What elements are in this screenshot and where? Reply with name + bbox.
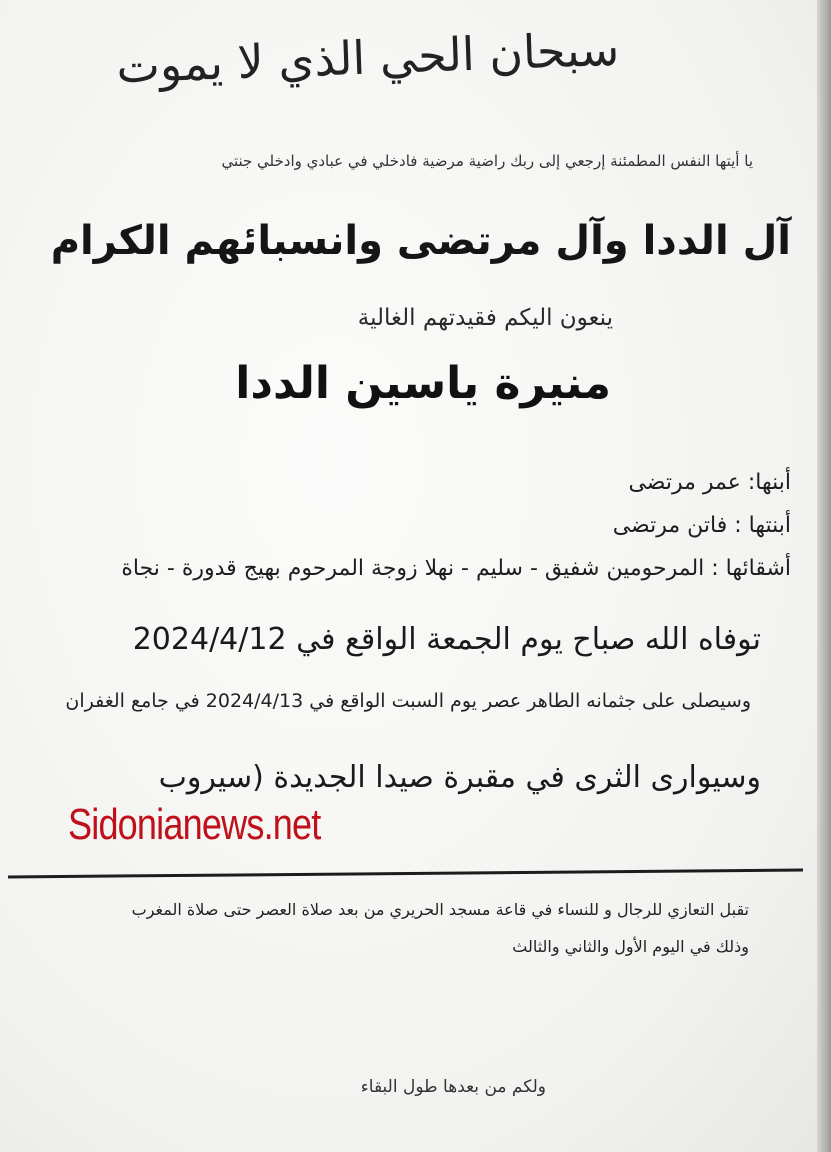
condolences-line-2: وذلك في اليوم الأول والثاني والثالث bbox=[512, 937, 749, 956]
burial-line: وسيوارى الثرى في مقبرة صيدا الجديدة (سيروب bbox=[158, 760, 761, 795]
closing-line: ولكم من بعدها طول البقاء bbox=[360, 1077, 546, 1097]
son-line: أبنها: عمر مرتضى bbox=[628, 470, 791, 495]
mourn-line: ينعون اليكم فقيدتهم الغالية bbox=[357, 305, 613, 331]
calligraphy-heading: سبحان الحي الذي لا يموت bbox=[115, 21, 620, 94]
death-date-line: توفاه الله صباح يوم الجمعة الواقع في 2024/4/12 bbox=[132, 622, 761, 657]
funeral-prayer-line: وسيصلى على جثمانه الطاهر عصر يوم السبت الواقع في 2024/4/13 في جامع الغفران bbox=[65, 690, 751, 712]
siblings-line: أشقائها : المرحومين شفيق - سليم - نهلا زوجة المرحوم بهيج قدورة - نجاة bbox=[121, 556, 791, 581]
deceased-name: منيرة ياسين الددا bbox=[235, 358, 611, 409]
condolences-line-1: تقبل التعازي للرجال و للنساء في قاعة مسجد الحريري من بعد صلاة العصر حتى صلاة المغرب bbox=[131, 900, 749, 919]
divider-rule bbox=[8, 869, 803, 879]
quran-verse: يا أيتها النفس المطمئنة إرجعي إلى ربك راضية مرضية فادخلي في عبادي وادخلي جنتي bbox=[221, 152, 753, 170]
paper-edge-shadow bbox=[817, 0, 831, 1152]
daughter-line: أبنتها : فاتن مرتضى bbox=[612, 513, 791, 538]
watermark: Sidonianews.net bbox=[68, 800, 321, 849]
families-heading: آل الددا وآل مرتضى وانسبائهم الكرام bbox=[50, 218, 791, 264]
